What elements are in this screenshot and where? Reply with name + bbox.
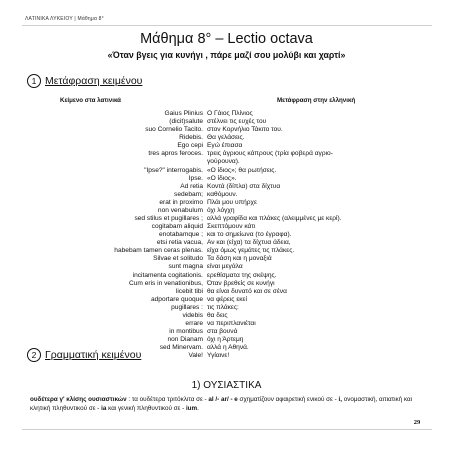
greek-line: και το σημείωνα (το έγραφα). [207, 231, 292, 239]
greek-line: αλλά γραφίδα και πλάκες (αλειμμένες με κερί). [207, 215, 342, 223]
section-label: Μετάφραση κειμένου [45, 75, 143, 87]
latin-line: non venabulum [157, 206, 203, 214]
greek-line: να περιπλανιέται [207, 320, 256, 328]
latin-line: sed Minervam. [159, 344, 203, 352]
latin-line: sunt magna [168, 263, 203, 271]
greek-line: Ο Γάιος Πλίνιος [207, 110, 253, 117]
greek-line: Κοντά (δίπλα) στα δίχτυα [207, 182, 281, 190]
latin-line: non Dianam [167, 336, 203, 344]
section-number-badge: 1 [27, 74, 41, 88]
greek-line: τις πλάκες: [207, 303, 239, 311]
latin-line: erat in proximo [159, 198, 203, 206]
greek-line: όχι λόγχη [207, 206, 235, 214]
greek-line: στον Κορνήλιο Τάκιτο του. [207, 126, 283, 134]
greek-line: καθόμουν. [207, 190, 238, 198]
section-label: Γραμματική κειμένου [45, 349, 142, 361]
greek-line: στα βουνά [207, 328, 238, 336]
paragraph-text: και γενική πληθυντικού σε - [106, 405, 186, 412]
latin-line: Ipse. [188, 174, 203, 182]
footer-rule [22, 429, 432, 430]
header-rule [22, 25, 432, 26]
latin-line: Silvae et solitudo [153, 255, 203, 263]
latin-line [40, 158, 203, 166]
section-number-badge: 2 [27, 348, 41, 362]
greek-line: Όταν βρεθείς σε κυνήγι [207, 279, 275, 287]
latin-line: cogitabam aliquid [151, 223, 203, 231]
paragraph-ending: i, [338, 396, 342, 403]
latin-line: sed stilus et pugillares ; [134, 215, 203, 223]
latin-line: Ridebis. [179, 134, 203, 142]
paragraph-lead: ουδέτερα γ' κλίσης ουσιαστικών [30, 396, 127, 403]
greek-line: Υγίαινε! [207, 352, 230, 360]
greek-line: στέλνει τις ευχές του [207, 118, 267, 126]
greek-line: Τα δάση και η μοναξιά [207, 255, 272, 263]
greek-line: Πλάι μου υπήρχε [207, 198, 257, 206]
greek-line: Αν και (είχα) τα δίχτυα άδεια, [207, 239, 291, 247]
latin-line: tres apros feroces. [148, 150, 203, 158]
latin-line: suo Cornelio Tacito. [145, 126, 203, 134]
latin-line: sedebam; [174, 190, 203, 198]
latin-line: incitamenta cogitationis. [132, 271, 203, 279]
greek-line: είναι μεγάλα [207, 263, 243, 271]
paragraph-ending: al /- ar/ - e [208, 396, 238, 403]
paragraph-text: . [197, 405, 199, 412]
paragraph-ending: ia [101, 405, 107, 412]
latin-line: in montibus [169, 328, 203, 336]
latin-line: Ad retia [180, 182, 203, 190]
latin-line: Cum eris in venationibus, [128, 279, 203, 287]
section-grammar-heading [27, 348, 141, 362]
latin-line: errare [185, 320, 203, 328]
paragraph-ending: ium [185, 405, 198, 412]
paragraph-text: : τα ουδέτερα τριτόκλιτα σε - [126, 396, 209, 403]
latin-line: Gaius Plinius [164, 110, 203, 117]
greek-line: να φέρεις εκεί [207, 295, 247, 303]
lesson-subtitle: «Όταν βγεις για κυνήγι , πάρε μαζί σου μολύβι και χαρτί» [107, 50, 346, 60]
greek-line: θα δεις [207, 311, 228, 319]
greek-line: «Ο ίδιος»; θα ρωτήσεις. [207, 166, 277, 174]
subsection-title: 1) ΟΥΣΙΑΣΤΙΚΑ [191, 380, 262, 391]
latin-line: etsi retia vacua, [156, 239, 203, 247]
greek-line: αλλά η Αθηνά. [207, 344, 249, 352]
greek-line: Θα γελάσεις. [207, 134, 245, 142]
latin-line: enotabamque ; [159, 231, 203, 239]
grammar-paragraph [30, 395, 430, 413]
greek-line: τρεις άγριους κάπρους (τρία φοβερά αγριο- [207, 150, 333, 158]
paragraph-text: σχηματίζουν αφαιρετική ενικού σε - [237, 396, 339, 403]
lesson-title: Μάθημα 8° – Lectio octava [140, 31, 313, 47]
greek-translation-column [207, 110, 437, 360]
latin-text-column [40, 110, 203, 360]
greek-line: Σκεπτόμουν κάτι [207, 223, 256, 231]
latin-line: pugillares : [171, 303, 203, 311]
greek-line: θα είναι δυνατό και σε σένα [207, 287, 287, 295]
section-translation-heading [27, 74, 142, 88]
greek-line: ερεθίσματα της σκέψης. [207, 271, 277, 279]
latin-line: videbis [182, 311, 203, 319]
latin-line: adportare quoque [150, 295, 203, 303]
greek-line: Εγώ έπιασα [207, 142, 243, 150]
page-number: 29 [413, 419, 421, 426]
running-header: ΛΑΤΙΝΙΚΑ ΛΥΚΕΙΟΥ | Μάθημα 8° [25, 16, 104, 22]
latin-line: licebit tibi [175, 287, 203, 295]
latin-line: "Ipse?" interrogabis. [144, 166, 203, 174]
latin-line: Vale! [188, 352, 203, 360]
latin-line: habebam tamen ceras plenas. [114, 247, 203, 255]
greek-line: είχα όμως γεμάτες τις πλάκες. [207, 247, 295, 255]
latin-line: (dicit)salute [169, 118, 203, 126]
greek-line: όχι η Άρτεμη [207, 336, 244, 344]
latin-column-header: Κείμενο στα λατινικά [60, 97, 121, 104]
greek-column-header: Μετάφραση στην ελληνική [277, 97, 356, 104]
latin-line: Ego cepi [177, 142, 203, 150]
paragraph-text: ονομαστική, αιτιατική και κλητική πληθυντικού σε - [30, 396, 413, 412]
greek-line: γούρουνα). [207, 158, 240, 166]
greek-line: «Ο ίδιος». [207, 174, 237, 182]
